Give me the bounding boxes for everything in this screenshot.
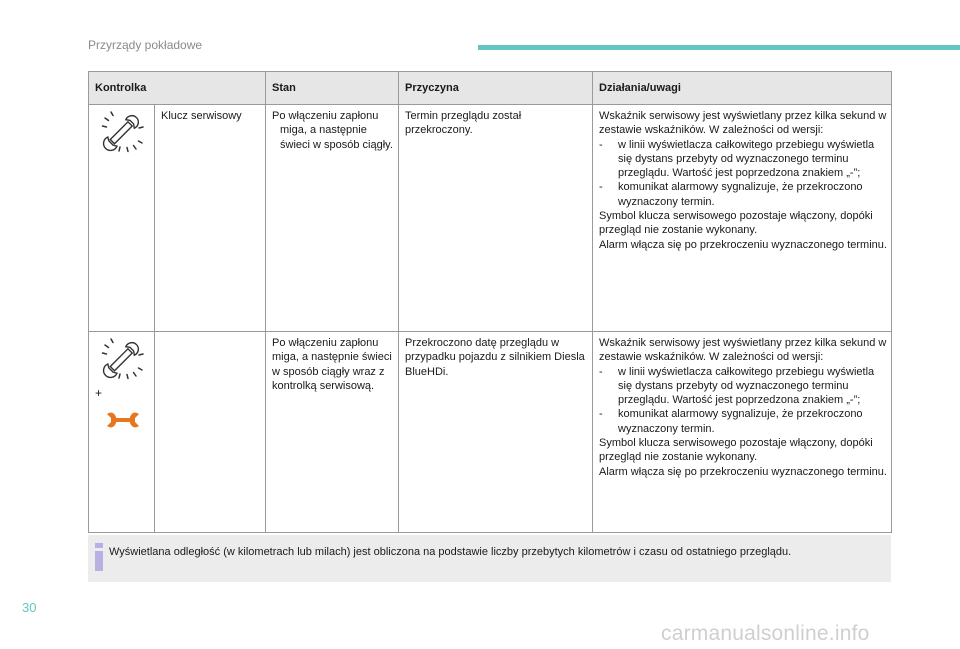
list-item [599, 365, 887, 408]
wrench-rays-icon [101, 336, 145, 380]
state-cell [266, 105, 399, 332]
section-accent-bar [478, 45, 960, 50]
list-item-text: w linii wyświetlacza całkowitego przebiegu wyświetla się dystans przebyty od wyznaczonego terminu przeglądu. Wartość jest poprzedzona znakiem „-”; [618, 138, 875, 180]
list-dash: - [599, 365, 603, 378]
column-header-kontrolka: Kontrolka [89, 72, 266, 105]
notes-outro: Symbol klucza serwisowego pozostaje włączony, dopóki przegląd nie zostanie wykonany. [599, 210, 873, 237]
table-row [89, 105, 892, 332]
info-note [88, 535, 891, 582]
column-header-przyczyna: Przyczyna [399, 72, 593, 105]
section-title: Przyrządy pokładowe [88, 38, 203, 52]
state-text: Po włączeniu zapłonu miga, a następnie świeci w sposób ciągły wraz z kontrolką serwisową. [266, 332, 399, 533]
notes-cell [593, 105, 892, 332]
notes-cell [593, 332, 892, 533]
list-item [599, 180, 887, 209]
list-item-text: komunikat alarmowy sygnalizuje, że przekroczono wyznaczony termin. [618, 408, 863, 435]
list-item [599, 138, 887, 181]
info-marker-icon [94, 543, 104, 571]
state-text: Po włączeniu zapłonu miga, a następnie świeci w sposób ciągły. [272, 110, 393, 151]
wrench-rays-icon [101, 109, 145, 153]
list-dash: - [599, 181, 603, 194]
notes-alarm: Alarm włącza się po przekroczeniu wyznaczonego terminu. [599, 238, 887, 251]
plus-sign: + [95, 386, 103, 400]
wrench-icon [105, 410, 141, 430]
warning-lights-table [88, 71, 892, 533]
list-item [599, 407, 887, 436]
list-dash: - [599, 408, 603, 421]
column-header-stan: Stan [266, 72, 399, 105]
info-note-text: Wyświetlana odległość (w kilometrach lub milach) jest obliczona na podstawie liczby przebytych kilometrów i czasu od ostatniego przeglądu. [109, 546, 792, 558]
warning-light-cell [89, 105, 155, 332]
notes-intro: Wskaźnik serwisowy jest wyświetlany przez kilka sekund w zestawie wskaźników. W zależności od wersji: [599, 110, 887, 137]
table-row [89, 332, 892, 533]
column-header-dzialania: Działania/uwagi [593, 72, 892, 105]
list-item-text: komunikat alarmowy sygnalizuje, że przekroczono wyznaczony termin. [618, 181, 863, 208]
list-item-text: w linii wyświetlacza całkowitego przebiegu wyświetla się dystans przebyty od wyznaczonego terminu przeglądu. Wartość jest poprzedzona znakiem „-”; [618, 365, 875, 407]
notes-alarm: Alarm włącza się po przekroczeniu wyznaczonego terminu. [599, 465, 887, 478]
page-number: 30 [22, 600, 37, 615]
warning-light-name: Klucz serwisowy [155, 105, 266, 332]
list-dash: - [599, 138, 603, 151]
notes-intro: Wskaźnik serwisowy jest wyświetlany przez kilka sekund w zestawie wskaźników. W zależności od wersji: [599, 337, 887, 364]
watermark: carmanualsonline.info [661, 622, 870, 645]
cause-text: Termin przeglądu został przekroczony. [399, 105, 593, 332]
notes-outro: Symbol klucza serwisowego pozostaje włączony, dopóki przegląd nie zostanie wykonany. [599, 437, 873, 464]
cause-text: Przekroczono datę przeglądu w przypadku pojazdu z silnikiem Diesla BlueHDi. [399, 332, 593, 533]
warning-light-name [155, 332, 266, 533]
warning-light-cell [89, 332, 155, 533]
table-header-row [89, 72, 892, 105]
